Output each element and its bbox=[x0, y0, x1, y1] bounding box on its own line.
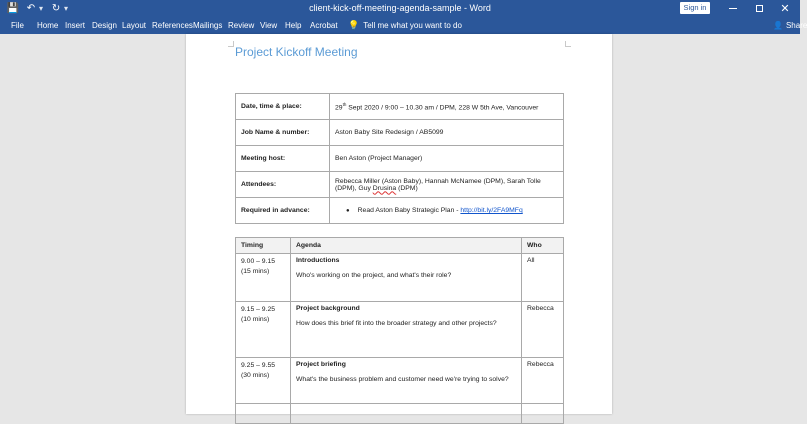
tab-help[interactable]: Help bbox=[285, 21, 302, 30]
close-icon: ✕ bbox=[780, 3, 790, 15]
tell-me-search[interactable] bbox=[348, 17, 462, 34]
agenda-cell: Project briefing What's the business problem and customer need we're trying to solve? bbox=[291, 358, 522, 404]
date-value: 29th Sept 2020 / 9:00 – 10.30 am / DPM, 228 W 5th Ave, Vancouver bbox=[330, 94, 564, 120]
margin-marker bbox=[565, 41, 571, 47]
who-cell: Rebecca bbox=[522, 302, 564, 358]
timing-cell bbox=[236, 404, 291, 424]
document-workspace[interactable] bbox=[0, 34, 800, 404]
document-heading: Project Kickoff Meeting bbox=[235, 45, 358, 59]
table-header-row bbox=[236, 238, 564, 254]
host-label: Meeting host: bbox=[236, 146, 330, 172]
bullet-icon: ● bbox=[346, 208, 350, 214]
table-row bbox=[236, 198, 564, 224]
document-page[interactable] bbox=[186, 34, 612, 414]
table-row bbox=[236, 94, 564, 120]
tab-layout[interactable]: Layout bbox=[122, 21, 147, 30]
timing-cell: 9.00 – 9.15 (15 mins) bbox=[236, 254, 291, 302]
table-row bbox=[236, 146, 564, 172]
timing-cell: 9.15 – 9.25 (10 mins) bbox=[236, 302, 291, 358]
date-label: Date, time & place: bbox=[236, 94, 330, 120]
tab-design[interactable]: Design bbox=[92, 21, 117, 30]
maximize-icon bbox=[756, 5, 763, 12]
job-label: Job Name & number: bbox=[236, 120, 330, 146]
required-label: Required in advance: bbox=[236, 198, 330, 224]
attendees-value: Rebecca Miller (Aston Baby), Hannah McNamee (DPM), Sarah Tolle (DPM), Guy Drusina (DPM) bbox=[330, 172, 564, 198]
strategic-plan-link[interactable]: http://bit.ly/2FA9MFq bbox=[460, 207, 523, 214]
header-who: Who bbox=[522, 238, 564, 254]
save-icon[interactable]: 💾 bbox=[6, 2, 20, 14]
margin-marker bbox=[228, 41, 234, 47]
table-row bbox=[236, 404, 564, 424]
required-value: ● Read Aston Baby Strategic Plan - http://bit.ly/2FA9MFq bbox=[330, 198, 564, 224]
attendees-label: Attendees: bbox=[236, 172, 330, 198]
tab-mailings[interactable]: Mailings bbox=[193, 21, 223, 30]
share-label: Share bbox=[785, 21, 807, 30]
tell-me-text: Tell me what you want to do bbox=[363, 21, 462, 30]
timing-cell: 9.25 – 9.55 (30 mins) bbox=[236, 358, 291, 404]
job-value: Aston Baby Site Redesign / AB5099 bbox=[330, 120, 564, 146]
minimize-icon bbox=[729, 8, 737, 9]
table-row bbox=[236, 172, 564, 198]
header-timing: Timing bbox=[236, 238, 291, 254]
lightbulb-icon: 💡 bbox=[348, 20, 360, 30]
minimize-button[interactable] bbox=[720, 0, 746, 17]
tab-references[interactable]: References bbox=[152, 21, 193, 30]
share-icon: 👤 bbox=[773, 21, 783, 30]
customize-toolbar-icon[interactable]: ▾ bbox=[64, 4, 69, 13]
header-agenda: Agenda bbox=[291, 238, 522, 254]
tab-review[interactable]: Review bbox=[228, 21, 255, 30]
sign-in-button[interactable]: Sign in bbox=[680, 2, 710, 14]
redo-icon[interactable]: ↻ bbox=[51, 2, 61, 14]
share-button[interactable] bbox=[773, 17, 807, 34]
table-row bbox=[236, 302, 564, 358]
table-row bbox=[236, 120, 564, 146]
tab-file[interactable]: File bbox=[11, 21, 24, 30]
agenda-table bbox=[235, 237, 564, 424]
who-cell: Rebecca bbox=[522, 358, 564, 404]
host-value: Ben Aston (Project Manager) bbox=[330, 146, 564, 172]
tab-home[interactable]: Home bbox=[37, 21, 59, 30]
meeting-info-table bbox=[235, 93, 564, 224]
table-row bbox=[236, 254, 564, 302]
quick-access-toolbar bbox=[6, 1, 70, 16]
tab-insert[interactable]: Insert bbox=[65, 21, 86, 30]
window-title: client-kick-off-meeting-agenda-sample - Word bbox=[309, 3, 491, 13]
agenda-cell: Project background How does this brief fit into the broader strategy and other projects? bbox=[291, 302, 522, 358]
who-cell bbox=[522, 404, 564, 424]
agenda-cell: Introductions Who's working on the project, and what's their role? bbox=[291, 254, 522, 302]
undo-icon[interactable]: ↶ bbox=[26, 2, 36, 14]
close-button[interactable] bbox=[772, 0, 798, 17]
ribbon-tabs bbox=[0, 17, 807, 34]
who-cell: All bbox=[522, 254, 564, 302]
title-bar bbox=[0, 0, 800, 17]
tab-acrobat[interactable]: Acrobat bbox=[310, 21, 338, 30]
agenda-cell bbox=[291, 404, 522, 424]
tab-view[interactable]: View bbox=[260, 21, 278, 30]
undo-dropdown-icon[interactable]: ▾ bbox=[39, 4, 44, 13]
table-row bbox=[236, 358, 564, 404]
maximize-button[interactable] bbox=[746, 0, 772, 17]
